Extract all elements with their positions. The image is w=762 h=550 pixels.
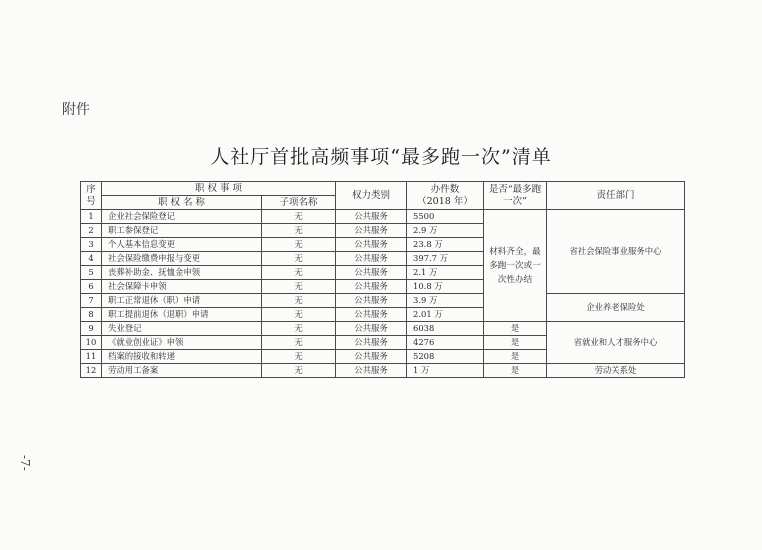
sub-item-cell: 无 — [262, 280, 336, 294]
count-cell: 23.8 万 — [407, 238, 484, 252]
power-type-cell: 公共服务 — [336, 350, 407, 364]
function-name-cell: 职工正常退休（职）申请 — [102, 294, 262, 308]
power-type-cell: 公共服务 — [336, 308, 407, 322]
row-number: 4 — [81, 252, 102, 266]
function-name-cell: 档案的接收和转递 — [102, 350, 262, 364]
power-type-cell: 公共服务 — [336, 210, 407, 224]
header-row — [81, 182, 685, 196]
sub-item-header: 子项名称 — [262, 196, 336, 210]
page-number: -7- — [18, 455, 32, 471]
power-type-cell: 公共服务 — [336, 294, 407, 308]
row-number: 3 — [81, 238, 102, 252]
function-group-header: 职 权 事 项 — [102, 182, 336, 196]
row-number: 6 — [81, 280, 102, 294]
dept-header: 责任部门 — [547, 182, 685, 210]
count-cell: 5208 — [407, 350, 484, 364]
power-type-cell: 公共服务 — [336, 336, 407, 350]
annex-label: 附件 — [62, 102, 90, 118]
row-number: 10 — [81, 336, 102, 350]
table-row — [81, 322, 685, 336]
count-cell: 397.7 万 — [407, 252, 484, 266]
sub-item-cell: 无 — [262, 266, 336, 280]
table-row — [81, 364, 685, 378]
dept-cell-social-insurance: 省社会保险事业服务中心 — [547, 210, 685, 294]
count-cell: 4276 — [407, 336, 484, 350]
row-number: 12 — [81, 364, 102, 378]
power-type-cell: 公共服务 — [336, 364, 407, 378]
power-type-header: 权力类别 — [336, 182, 407, 210]
once-merged-note: 材料齐全，最多跑一次或一次性办结 — [484, 210, 547, 322]
once-cell: 是 — [484, 322, 547, 336]
row-number: 2 — [81, 224, 102, 238]
table-row — [81, 210, 685, 224]
function-name-cell: 职工参保登记 — [102, 224, 262, 238]
function-name-header: 职 权 名 称 — [102, 196, 262, 210]
count-cell: 2.01 万 — [407, 308, 484, 322]
function-name-cell: 失业登记 — [102, 322, 262, 336]
function-name-cell: 社会保险缴费申报与变更 — [102, 252, 262, 266]
dept-cell-pension: 企业养老保险处 — [547, 294, 685, 322]
row-number: 11 — [81, 350, 102, 364]
power-type-cell: 公共服务 — [336, 224, 407, 238]
power-type-cell: 公共服务 — [336, 238, 407, 252]
once-cell: 是 — [484, 364, 547, 378]
service-list-table — [80, 181, 685, 378]
count-cell: 5500 — [407, 210, 484, 224]
once-header: 是否“最多跑一次” — [484, 182, 547, 210]
row-number: 8 — [81, 308, 102, 322]
sub-item-cell: 无 — [262, 252, 336, 266]
table-row — [81, 294, 685, 308]
count-cell: 10.8 万 — [407, 280, 484, 294]
power-type-cell: 公共服务 — [336, 280, 407, 294]
dept-cell-employment: 省就业和人才服务中心 — [547, 322, 685, 364]
function-name-cell: 职工提前退休（退职）申请 — [102, 308, 262, 322]
count-cell: 2.1 万 — [407, 266, 484, 280]
function-name-cell: 社会保障卡申领 — [102, 280, 262, 294]
seq-header: 序号 — [81, 182, 102, 210]
count-cell: 6038 — [407, 322, 484, 336]
sub-item-cell: 无 — [262, 210, 336, 224]
function-name-cell: 企业社会保险登记 — [102, 210, 262, 224]
sub-item-cell: 无 — [262, 364, 336, 378]
function-name-cell: 劳动用工备案 — [102, 364, 262, 378]
power-type-cell: 公共服务 — [336, 322, 407, 336]
row-number: 7 — [81, 294, 102, 308]
sub-item-cell: 无 — [262, 294, 336, 308]
document-title: 人社厅首批高频事项“最多跑一次”清单 — [210, 146, 552, 168]
sub-item-cell: 无 — [262, 238, 336, 252]
count-header-year: （2018 年） — [417, 195, 473, 207]
power-type-cell: 公共服务 — [336, 252, 407, 266]
function-name-cell: 丧葬补助金、抚恤金申领 — [102, 266, 262, 280]
sub-item-cell: 无 — [262, 350, 336, 364]
sub-item-cell: 无 — [262, 224, 336, 238]
once-cell: 是 — [484, 350, 547, 364]
row-number: 1 — [81, 210, 102, 224]
sub-item-cell: 无 — [262, 322, 336, 336]
count-cell: 1 万 — [407, 364, 484, 378]
count-cell: 3.9 万 — [407, 294, 484, 308]
once-cell: 是 — [484, 336, 547, 350]
count-header-label: 办件数 — [430, 183, 460, 195]
row-number: 5 — [81, 266, 102, 280]
row-number: 9 — [81, 322, 102, 336]
function-name-cell: 个人基本信息变更 — [102, 238, 262, 252]
sub-item-cell: 无 — [262, 308, 336, 322]
dept-cell-labor: 劳动关系处 — [547, 364, 685, 378]
count-cell: 2.9 万 — [407, 224, 484, 238]
sub-item-cell: 无 — [262, 336, 336, 350]
function-name-cell: 《就业创业证》申领 — [102, 336, 262, 350]
count-header — [407, 182, 484, 210]
power-type-cell: 公共服务 — [336, 266, 407, 280]
